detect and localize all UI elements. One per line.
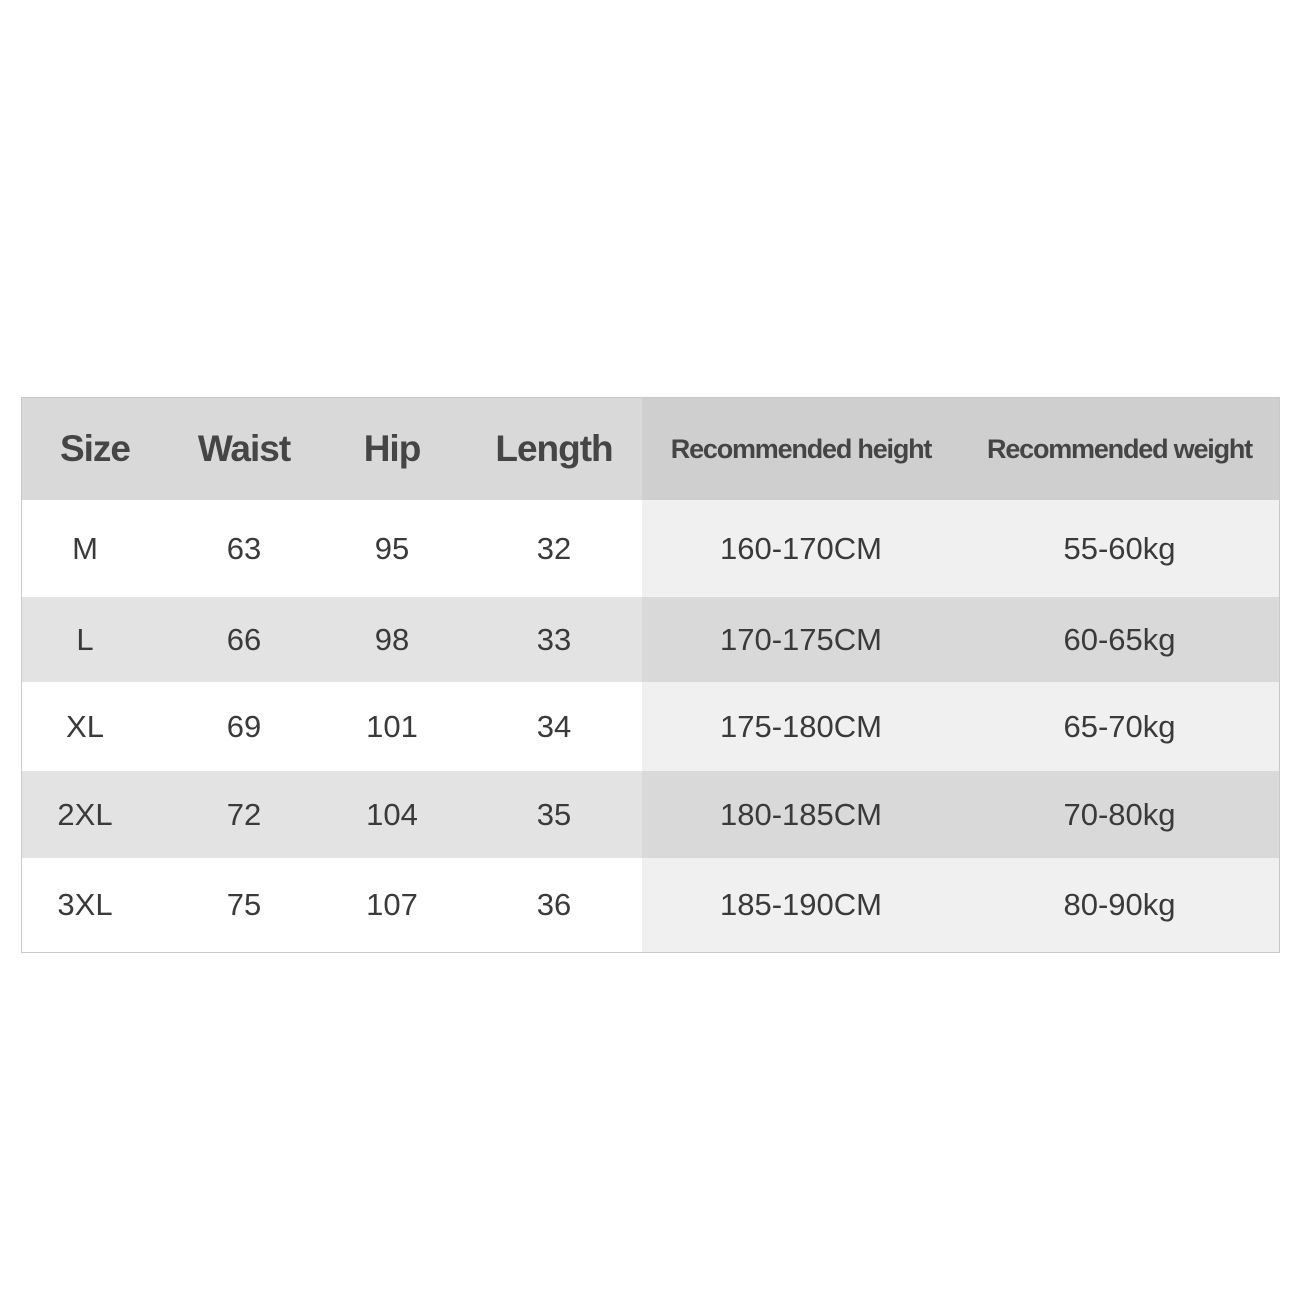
cell-recommended-height: 185-190CM	[720, 887, 882, 922]
table-row	[22, 500, 1279, 597]
cell-waist: 72	[226, 796, 262, 832]
header-hip: Hip	[363, 428, 421, 469]
table-header-row	[22, 398, 1279, 500]
cell-recommended-weight: 80-90kg	[1063, 887, 1176, 922]
row-left-segment	[22, 771, 642, 858]
header-waist: Waist	[197, 428, 291, 469]
cell-size: 2XL	[57, 796, 113, 832]
cell-size: M	[72, 530, 98, 566]
header-recommended-height: Recommended height	[670, 433, 932, 464]
cell-waist: 63	[226, 530, 262, 566]
cell-recommended-height: 180-185CM	[720, 796, 882, 832]
row-left-segment	[22, 682, 642, 771]
header-left-segment	[22, 398, 642, 500]
cell-recommended-weight: 60-65kg	[1063, 621, 1176, 657]
cell-size: 3XL	[57, 887, 113, 922]
cell-length: 36	[536, 887, 572, 922]
cell-recommended-weight: 70-80kg	[1063, 796, 1176, 832]
row-right-segment	[642, 771, 1279, 858]
cell-recommended-height: 170-175CM	[720, 621, 882, 657]
size-chart-table	[21, 397, 1280, 953]
cell-hip: 95	[374, 530, 410, 566]
header-recommended-weight: Recommended weight	[987, 433, 1252, 464]
cell-length: 35	[536, 796, 572, 832]
cell-hip: 101	[366, 708, 418, 744]
row-right-segment	[642, 682, 1279, 771]
cell-hip: 98	[374, 621, 410, 657]
cell-waist: 69	[226, 708, 262, 744]
cell-waist: 66	[226, 621, 262, 657]
table-row	[22, 771, 1279, 858]
cell-size: L	[76, 621, 94, 657]
row-left-segment	[22, 597, 642, 682]
cell-length: 34	[536, 708, 572, 744]
cell-size: XL	[66, 708, 104, 744]
row-left-segment	[22, 500, 642, 597]
table-row	[22, 597, 1279, 682]
header-right-segment	[642, 398, 1279, 500]
cell-length: 33	[536, 621, 572, 657]
table-row	[22, 682, 1279, 771]
cell-hip: 104	[366, 796, 418, 832]
row-right-segment	[642, 597, 1279, 682]
header-size: Size	[59, 428, 131, 469]
cell-recommended-height: 175-180CM	[720, 708, 882, 744]
row-right-segment	[642, 858, 1279, 952]
row-left-segment	[22, 858, 642, 952]
row-right-segment	[642, 500, 1279, 597]
table-row	[22, 858, 1279, 952]
cell-recommended-weight: 65-70kg	[1063, 708, 1176, 744]
cell-waist: 75	[226, 887, 262, 922]
cell-length: 32	[536, 530, 572, 566]
cell-hip: 107	[366, 887, 418, 922]
cell-recommended-weight: 55-60kg	[1063, 530, 1176, 566]
cell-recommended-height: 160-170CM	[720, 530, 882, 566]
header-length: Length	[495, 428, 613, 469]
